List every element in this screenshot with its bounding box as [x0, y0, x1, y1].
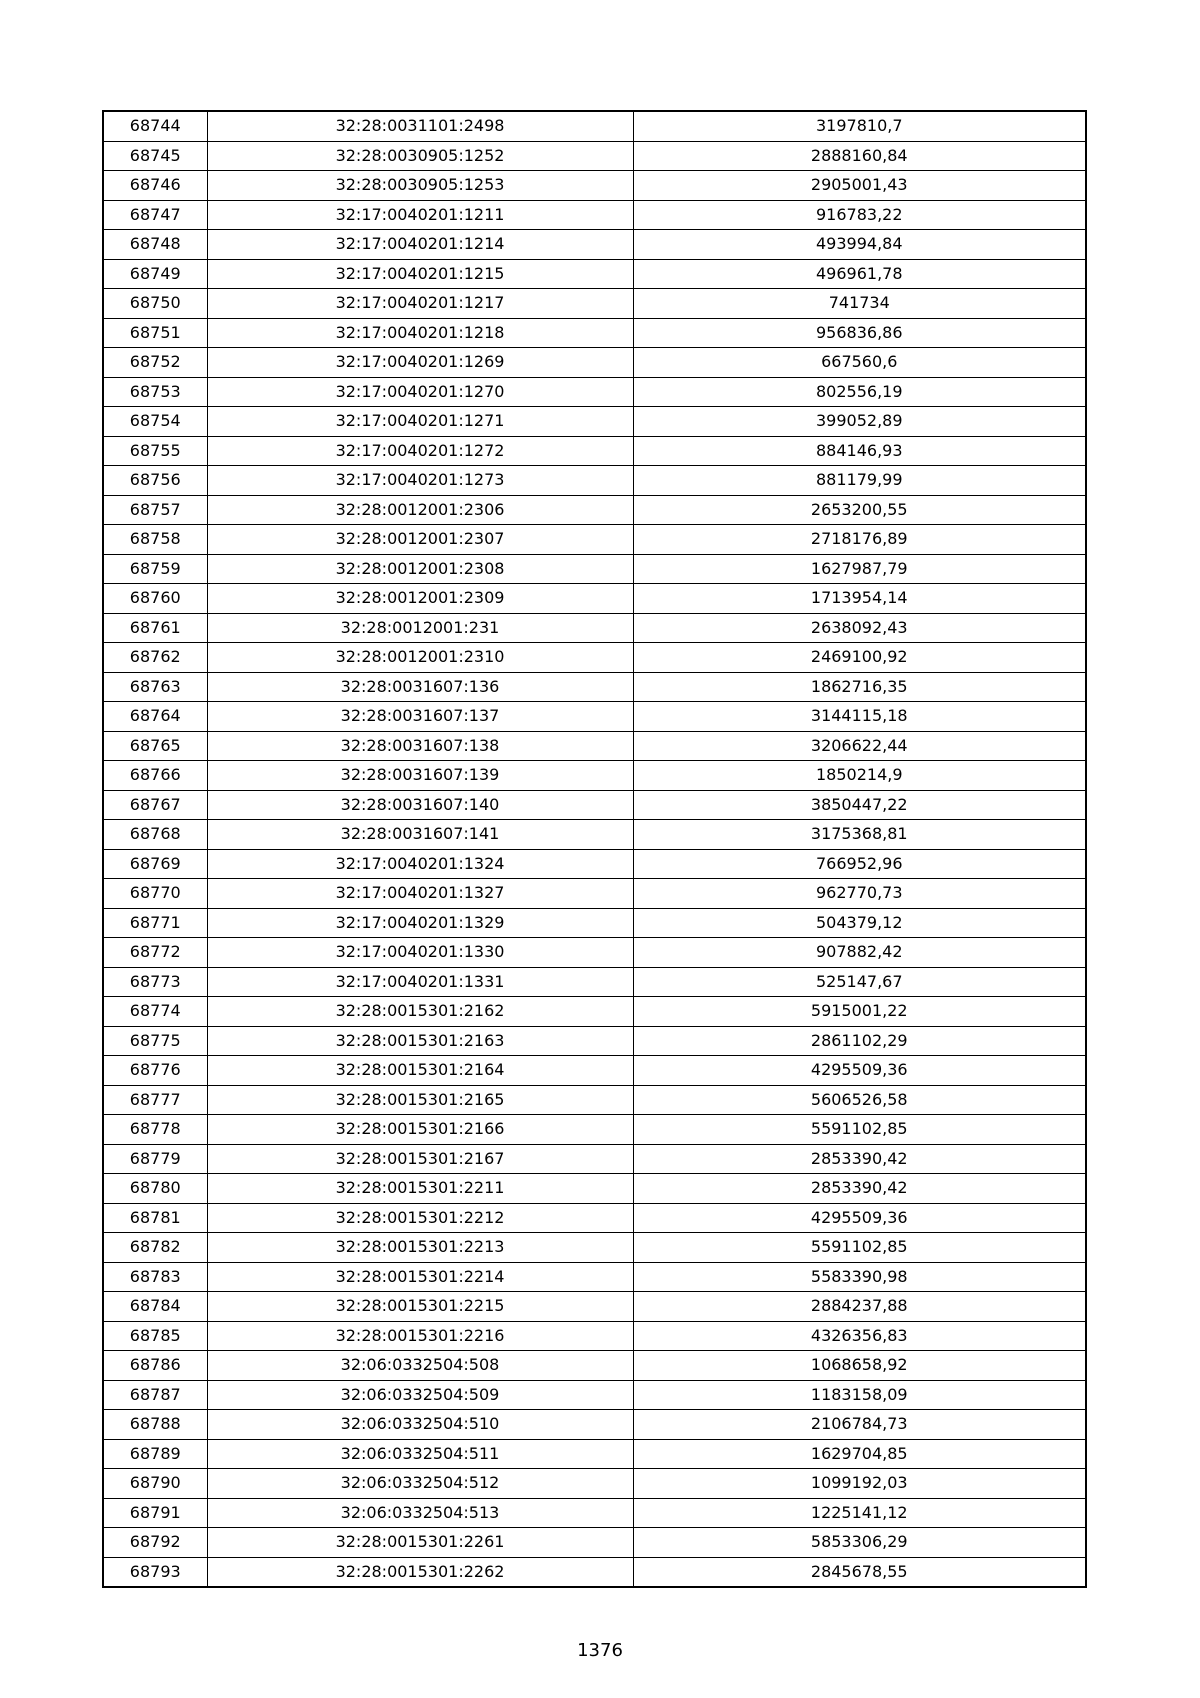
cadastral-value-cell: 3850447,22	[633, 790, 1086, 820]
cadastral-number-cell: 32:06:0332504:513	[207, 1498, 633, 1528]
cadastral-number-cell: 32:17:0040201:1330	[207, 938, 633, 968]
row-number-cell: 68746	[103, 171, 207, 201]
cadastral-value-cell: 907882,42	[633, 938, 1086, 968]
cadastral-number-cell: 32:17:0040201:1329	[207, 908, 633, 938]
table-row	[103, 200, 1086, 230]
row-number-cell: 68774	[103, 997, 207, 1027]
cadastral-number-cell: 32:28:0015301:2212	[207, 1203, 633, 1233]
cadastral-number-cell: 32:28:0015301:2213	[207, 1233, 633, 1263]
table-row	[103, 259, 1086, 289]
cadastral-number-cell: 32:28:0031607:141	[207, 820, 633, 850]
cadastral-value-cell: 2861102,29	[633, 1026, 1086, 1056]
cadastral-number-cell: 32:28:0015301:2162	[207, 997, 633, 1027]
cadastral-number-cell: 32:28:0015301:2163	[207, 1026, 633, 1056]
cadastral-number-cell: 32:06:0332504:510	[207, 1410, 633, 1440]
table-row	[103, 141, 1086, 171]
cadastral-number-cell: 32:28:0012001:2310	[207, 643, 633, 673]
table-row	[103, 318, 1086, 348]
cadastral-value-cell: 5853306,29	[633, 1528, 1086, 1558]
cadastral-number-cell: 32:28:0031607:139	[207, 761, 633, 791]
table-row	[103, 1557, 1086, 1587]
table-row	[103, 849, 1086, 879]
row-number-cell: 68787	[103, 1380, 207, 1410]
cadastral-number-cell: 32:06:0332504:512	[207, 1469, 633, 1499]
cadastral-value-cell: 1225141,12	[633, 1498, 1086, 1528]
cadastral-value-cell: 802556,19	[633, 377, 1086, 407]
row-number-cell: 68756	[103, 466, 207, 496]
row-number-cell: 68784	[103, 1292, 207, 1322]
cadastral-number-cell: 32:28:0015301:2262	[207, 1557, 633, 1587]
cadastral-value-cell: 766952,96	[633, 849, 1086, 879]
cadastral-number-cell: 32:17:0040201:1269	[207, 348, 633, 378]
row-number-cell: 68788	[103, 1410, 207, 1440]
table-row	[103, 1233, 1086, 1263]
table-row	[103, 407, 1086, 437]
cadastral-number-cell: 32:28:0015301:2216	[207, 1321, 633, 1351]
table-row	[103, 1439, 1086, 1469]
cadastral-value-cell: 1862716,35	[633, 672, 1086, 702]
cadastral-value-table	[102, 110, 1087, 1588]
row-number-cell: 68759	[103, 554, 207, 584]
row-number-cell: 68781	[103, 1203, 207, 1233]
table-row	[103, 613, 1086, 643]
row-number-cell: 68755	[103, 436, 207, 466]
table-row	[103, 1085, 1086, 1115]
cadastral-value-cell: 399052,89	[633, 407, 1086, 437]
cadastral-value-cell: 2653200,55	[633, 495, 1086, 525]
cadastral-value-cell: 504379,12	[633, 908, 1086, 938]
cadastral-value-cell: 5591102,85	[633, 1233, 1086, 1263]
cadastral-number-cell: 32:17:0040201:1214	[207, 230, 633, 260]
table-row	[103, 1528, 1086, 1558]
table-row	[103, 1292, 1086, 1322]
row-number-cell: 68792	[103, 1528, 207, 1558]
cadastral-value-cell: 5606526,58	[633, 1085, 1086, 1115]
row-number-cell: 68790	[103, 1469, 207, 1499]
cadastral-value-cell: 1183158,09	[633, 1380, 1086, 1410]
row-number-cell: 68770	[103, 879, 207, 909]
cadastral-number-cell: 32:28:0012001:2309	[207, 584, 633, 614]
table-row	[103, 348, 1086, 378]
row-number-cell: 68763	[103, 672, 207, 702]
cadastral-value-cell: 2845678,55	[633, 1557, 1086, 1587]
row-number-cell: 68758	[103, 525, 207, 555]
cadastral-number-cell: 32:17:0040201:1217	[207, 289, 633, 319]
cadastral-value-cell: 916783,22	[633, 200, 1086, 230]
cadastral-value-cell: 1627987,79	[633, 554, 1086, 584]
table-row	[103, 1174, 1086, 1204]
row-number-cell: 68772	[103, 938, 207, 968]
row-number-cell: 68789	[103, 1439, 207, 1469]
cadastral-value-cell: 4295509,36	[633, 1203, 1086, 1233]
cadastral-value-cell: 5583390,98	[633, 1262, 1086, 1292]
table-row	[103, 1321, 1086, 1351]
row-number-cell: 68780	[103, 1174, 207, 1204]
table-row	[103, 436, 1086, 466]
cadastral-value-cell: 2853390,42	[633, 1144, 1086, 1174]
row-number-cell: 68766	[103, 761, 207, 791]
table-row	[103, 908, 1086, 938]
cadastral-value-cell: 5591102,85	[633, 1115, 1086, 1145]
cadastral-value-cell: 667560,6	[633, 348, 1086, 378]
cadastral-number-cell: 32:28:0031607:136	[207, 672, 633, 702]
cadastral-value-cell: 2106784,73	[633, 1410, 1086, 1440]
row-number-cell: 68751	[103, 318, 207, 348]
cadastral-number-cell: 32:28:0030905:1253	[207, 171, 633, 201]
table-row	[103, 1026, 1086, 1056]
cadastral-value-cell: 496961,78	[633, 259, 1086, 289]
table-row	[103, 554, 1086, 584]
table-row	[103, 525, 1086, 555]
row-number-cell: 68767	[103, 790, 207, 820]
cadastral-number-cell: 32:06:0332504:511	[207, 1439, 633, 1469]
table-row	[103, 1262, 1086, 1292]
table-row	[103, 1203, 1086, 1233]
row-number-cell: 68749	[103, 259, 207, 289]
table-row	[103, 1115, 1086, 1145]
cadastral-number-cell: 32:28:0012001:2306	[207, 495, 633, 525]
cadastral-value-cell: 2469100,92	[633, 643, 1086, 673]
cadastral-number-cell: 32:17:0040201:1327	[207, 879, 633, 909]
cadastral-value-cell: 884146,93	[633, 436, 1086, 466]
row-number-cell: 68768	[103, 820, 207, 850]
cadastral-number-cell: 32:28:0015301:2261	[207, 1528, 633, 1558]
table-row	[103, 377, 1086, 407]
cadastral-number-cell: 32:06:0332504:509	[207, 1380, 633, 1410]
row-number-cell: 68785	[103, 1321, 207, 1351]
row-number-cell: 68764	[103, 702, 207, 732]
table-row	[103, 761, 1086, 791]
table-row	[103, 230, 1086, 260]
row-number-cell: 68786	[103, 1351, 207, 1381]
cadastral-number-cell: 32:28:0012001:2308	[207, 554, 633, 584]
row-number-cell: 68754	[103, 407, 207, 437]
table-row	[103, 1351, 1086, 1381]
cadastral-value-cell: 962770,73	[633, 879, 1086, 909]
cadastral-value-cell: 3197810,7	[633, 111, 1086, 141]
cadastral-number-cell: 32:28:0031101:2498	[207, 111, 633, 141]
table-body	[103, 111, 1086, 1587]
table-row	[103, 879, 1086, 909]
cadastral-number-cell: 32:17:0040201:1272	[207, 436, 633, 466]
table-row	[103, 1056, 1086, 1086]
table-row	[103, 1144, 1086, 1174]
cadastral-number-cell: 32:28:0015301:2214	[207, 1262, 633, 1292]
cadastral-value-cell: 493994,84	[633, 230, 1086, 260]
cadastral-value-cell: 4295509,36	[633, 1056, 1086, 1086]
page-number: 1376	[577, 1640, 623, 1661]
row-number-cell: 68748	[103, 230, 207, 260]
row-number-cell: 68782	[103, 1233, 207, 1263]
row-number-cell: 68765	[103, 731, 207, 761]
row-number-cell: 68750	[103, 289, 207, 319]
cadastral-value-cell: 4326356,83	[633, 1321, 1086, 1351]
cadastral-number-cell: 32:17:0040201:1218	[207, 318, 633, 348]
cadastral-number-cell: 32:06:0332504:508	[207, 1351, 633, 1381]
row-number-cell: 68753	[103, 377, 207, 407]
row-number-cell: 68778	[103, 1115, 207, 1145]
cadastral-value-cell: 525147,67	[633, 967, 1086, 997]
cadastral-value-cell: 1629704,85	[633, 1439, 1086, 1469]
row-number-cell: 68747	[103, 200, 207, 230]
row-number-cell: 68776	[103, 1056, 207, 1086]
cadastral-value-cell: 3206622,44	[633, 731, 1086, 761]
cadastral-number-cell: 32:28:0030905:1252	[207, 141, 633, 171]
row-number-cell: 68752	[103, 348, 207, 378]
table-row	[103, 731, 1086, 761]
cadastral-number-cell: 32:28:0031607:140	[207, 790, 633, 820]
cadastral-number-cell: 32:28:0031607:138	[207, 731, 633, 761]
cadastral-number-cell: 32:28:0015301:2167	[207, 1144, 633, 1174]
cadastral-number-cell: 32:28:0012001:2307	[207, 525, 633, 555]
row-number-cell: 68771	[103, 908, 207, 938]
table-row	[103, 1469, 1086, 1499]
table-row	[103, 820, 1086, 850]
row-number-cell: 68783	[103, 1262, 207, 1292]
row-number-cell: 68762	[103, 643, 207, 673]
cadastral-number-cell: 32:28:0031607:137	[207, 702, 633, 732]
table-row	[103, 672, 1086, 702]
cadastral-number-cell: 32:17:0040201:1273	[207, 466, 633, 496]
row-number-cell: 68745	[103, 141, 207, 171]
row-number-cell: 68744	[103, 111, 207, 141]
cadastral-value-cell: 3144115,18	[633, 702, 1086, 732]
cadastral-number-cell: 32:17:0040201:1270	[207, 377, 633, 407]
cadastral-value-cell: 2884237,88	[633, 1292, 1086, 1322]
cadastral-number-cell: 32:28:0012001:231	[207, 613, 633, 643]
cadastral-value-cell: 5915001,22	[633, 997, 1086, 1027]
cadastral-number-cell: 32:17:0040201:1271	[207, 407, 633, 437]
table-row	[103, 702, 1086, 732]
table-row	[103, 1498, 1086, 1528]
cadastral-number-cell: 32:17:0040201:1215	[207, 259, 633, 289]
table-row	[103, 643, 1086, 673]
row-number-cell: 68773	[103, 967, 207, 997]
cadastral-value-cell: 1850214,9	[633, 761, 1086, 791]
cadastral-number-cell: 32:17:0040201:1331	[207, 967, 633, 997]
cadastral-number-cell: 32:28:0015301:2165	[207, 1085, 633, 1115]
table-row	[103, 1380, 1086, 1410]
row-number-cell: 68760	[103, 584, 207, 614]
table-row	[103, 967, 1086, 997]
table-row	[103, 584, 1086, 614]
cadastral-value-cell: 2853390,42	[633, 1174, 1086, 1204]
table-row	[103, 938, 1086, 968]
cadastral-value-cell: 741734	[633, 289, 1086, 319]
cadastral-value-cell: 1099192,03	[633, 1469, 1086, 1499]
cadastral-number-cell: 32:28:0015301:2215	[207, 1292, 633, 1322]
cadastral-number-cell: 32:28:0015301:2166	[207, 1115, 633, 1145]
table-row	[103, 495, 1086, 525]
cadastral-value-cell: 2718176,89	[633, 525, 1086, 555]
cadastral-value-cell: 3175368,81	[633, 820, 1086, 850]
cadastral-value-cell: 2638092,43	[633, 613, 1086, 643]
table-row	[103, 790, 1086, 820]
row-number-cell: 68769	[103, 849, 207, 879]
table-row	[103, 111, 1086, 141]
table-row	[103, 289, 1086, 319]
table-row	[103, 466, 1086, 496]
cadastral-value-cell: 2888160,84	[633, 141, 1086, 171]
cadastral-number-cell: 32:17:0040201:1324	[207, 849, 633, 879]
row-number-cell: 68757	[103, 495, 207, 525]
cadastral-number-cell: 32:28:0015301:2164	[207, 1056, 633, 1086]
cadastral-value-cell: 956836,86	[633, 318, 1086, 348]
row-number-cell: 68775	[103, 1026, 207, 1056]
row-number-cell: 68779	[103, 1144, 207, 1174]
row-number-cell: 68793	[103, 1557, 207, 1587]
cadastral-value-cell: 881179,99	[633, 466, 1086, 496]
row-number-cell: 68777	[103, 1085, 207, 1115]
row-number-cell: 68791	[103, 1498, 207, 1528]
cadastral-value-cell: 1713954,14	[633, 584, 1086, 614]
table-row	[103, 1410, 1086, 1440]
row-number-cell: 68761	[103, 613, 207, 643]
cadastral-number-cell: 32:17:0040201:1211	[207, 200, 633, 230]
cadastral-value-cell: 1068658,92	[633, 1351, 1086, 1381]
table-row	[103, 997, 1086, 1027]
cadastral-number-cell: 32:28:0015301:2211	[207, 1174, 633, 1204]
table-row	[103, 171, 1086, 201]
cadastral-value-cell: 2905001,43	[633, 171, 1086, 201]
